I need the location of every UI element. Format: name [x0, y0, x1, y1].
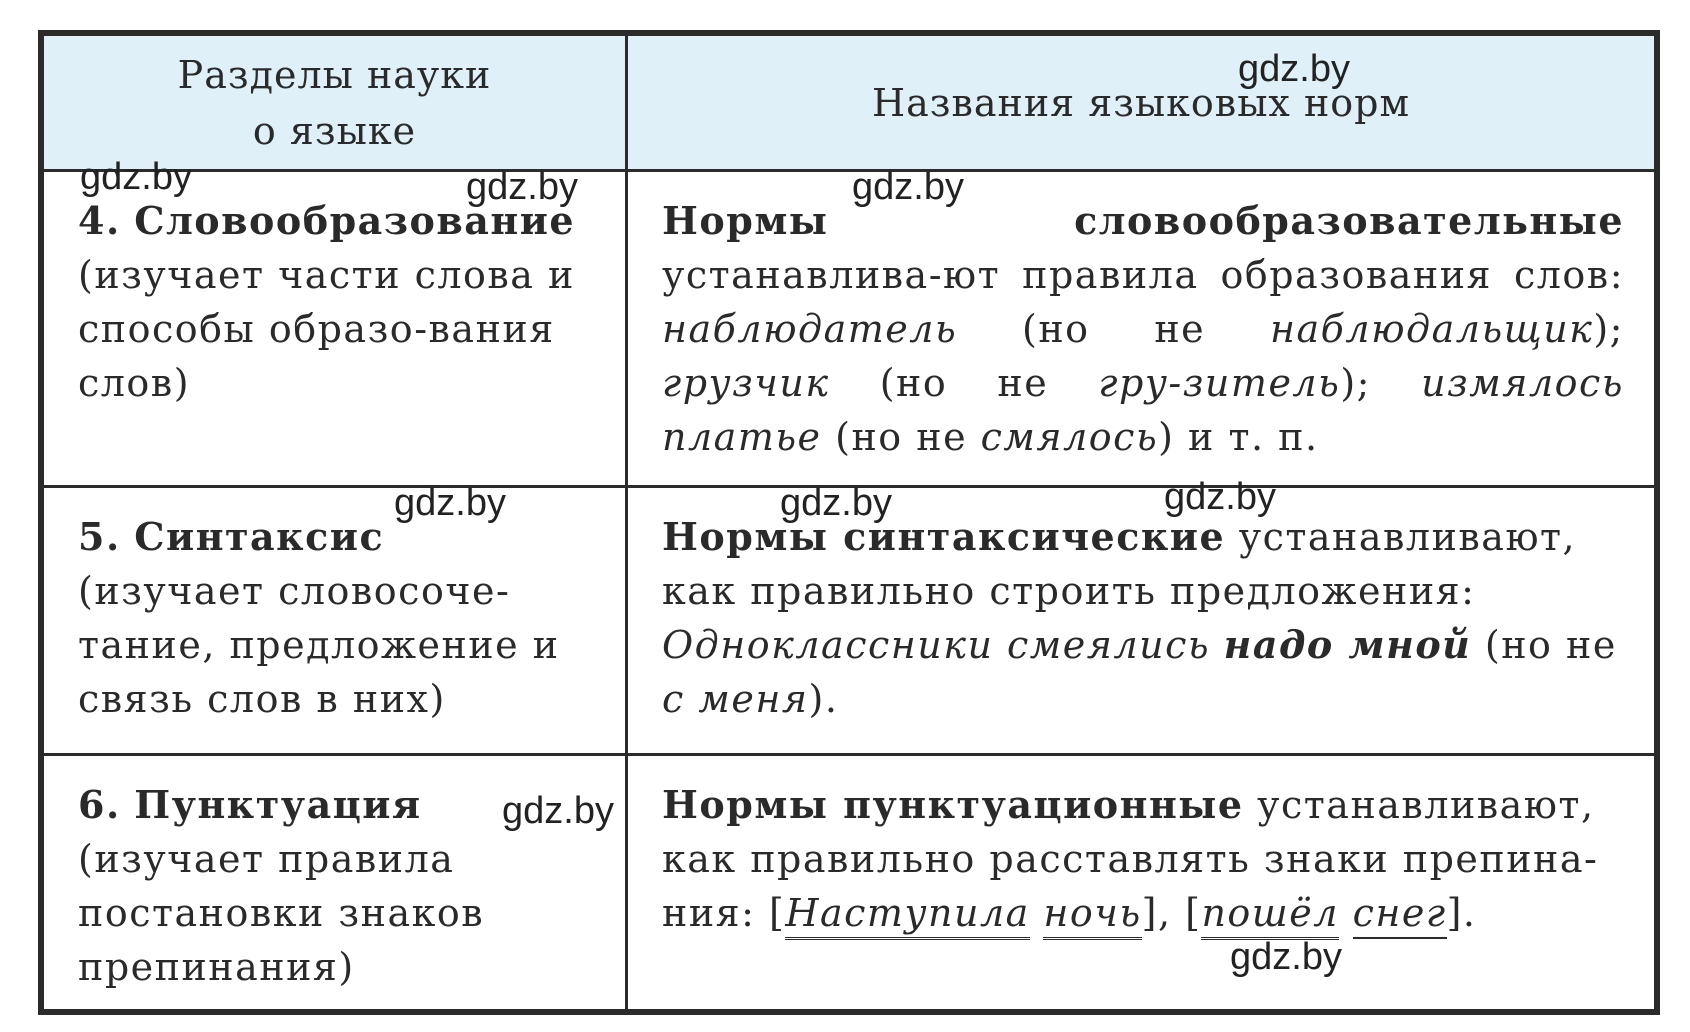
- section-name: Пунктуация: [134, 782, 422, 827]
- norm-text: );: [1593, 307, 1624, 351]
- table-row-word-formation: [43, 171, 1656, 487]
- language-norms-table-frame: [38, 30, 1660, 1015]
- watermark: gdz.by: [466, 166, 578, 208]
- section-cell-syntax: [43, 487, 627, 755]
- example-sentence: Одноклассники смеялись: [662, 623, 1224, 667]
- norm-text: (но не: [957, 307, 1270, 351]
- sentence-subject: Наступила: [785, 891, 1029, 940]
- section-number: 4.: [78, 198, 121, 243]
- example-word: смялось: [980, 415, 1159, 459]
- section-number: 6.: [78, 782, 121, 827]
- norm-text: ).: [808, 677, 839, 721]
- section-description: (изучает части слова и способы образо-вания слов): [78, 253, 575, 405]
- norm-text: (но не: [1471, 623, 1617, 667]
- example-word: наблюдальщик: [1270, 307, 1594, 351]
- example-word: наблюдатель: [662, 307, 958, 351]
- watermark: gdz.by: [852, 166, 964, 208]
- example-word: грузчик: [662, 361, 830, 405]
- norm-text: устанавливают, как правильно расставлять знаки препина-ния: [: [662, 783, 1599, 935]
- watermark: gdz.by: [1164, 476, 1276, 518]
- section-cell-word-formation: [43, 171, 627, 487]
- header-norms: [627, 35, 1656, 171]
- example-word: с меня: [662, 677, 809, 721]
- norm-text: ) и т. п.: [1158, 415, 1319, 459]
- watermark: gdz.by: [502, 790, 614, 832]
- header-norms-text: Названия языковых норм: [871, 80, 1411, 125]
- section-number: 5.: [78, 514, 121, 559]
- sentence-predicate: пошёл: [1201, 891, 1339, 940]
- watermark: gdz.by: [780, 482, 892, 524]
- norm-cell-punctuation: [627, 755, 1656, 1011]
- norm-cell-syntax: [627, 487, 1656, 755]
- example-word: гру-зитель: [1098, 361, 1341, 405]
- norm-text: );: [1340, 361, 1422, 405]
- norm-text: ], [: [1141, 891, 1202, 935]
- section-cell-punctuation: [43, 755, 627, 1011]
- norm-text: [1339, 891, 1353, 935]
- table-row-syntax: [43, 487, 1656, 755]
- norm-name: Нормы словообразовательные: [662, 198, 1624, 243]
- norm-text: устанавлива-ют правила образования слов:: [662, 253, 1624, 297]
- norm-text: (но не: [829, 361, 1099, 405]
- header-sections-line1: Разделы науки: [177, 52, 492, 97]
- watermark: gdz.by: [80, 156, 192, 198]
- norm-cell-word-formation: [627, 171, 1656, 487]
- sentence-predicate: ночь: [1043, 891, 1141, 940]
- example-emphasis: надо мной: [1223, 622, 1472, 667]
- section-description: (изучает словосоче-тание, предложение и связь слов в них): [78, 569, 560, 721]
- section-name: Словообразование: [134, 198, 576, 243]
- norm-name: Нормы синтаксические: [662, 514, 1226, 559]
- norm-name: Нормы пунктуационные: [662, 782, 1244, 827]
- watermark: gdz.by: [394, 482, 506, 524]
- norm-text: ].: [1446, 891, 1477, 935]
- norm-text: [1030, 891, 1044, 935]
- norm-text: (но не: [821, 415, 981, 459]
- watermark: gdz.by: [1238, 48, 1350, 90]
- section-name: Синтаксис: [134, 514, 385, 559]
- sentence-subject: снег: [1353, 891, 1447, 939]
- norm-text: устанавливают, как правильно строить предложения:: [662, 515, 1577, 613]
- table-row-punctuation: [43, 755, 1656, 1011]
- header-sections: [43, 35, 627, 171]
- header-sections-line2: о языке: [252, 108, 417, 153]
- language-norms-table: [41, 33, 1657, 1012]
- watermark: gdz.by: [1230, 936, 1342, 978]
- table-header-row: [43, 35, 1656, 171]
- section-description: (изучает правила постановки знаков препинания): [78, 837, 485, 989]
- example-phrase: измялось платье: [662, 361, 1624, 459]
